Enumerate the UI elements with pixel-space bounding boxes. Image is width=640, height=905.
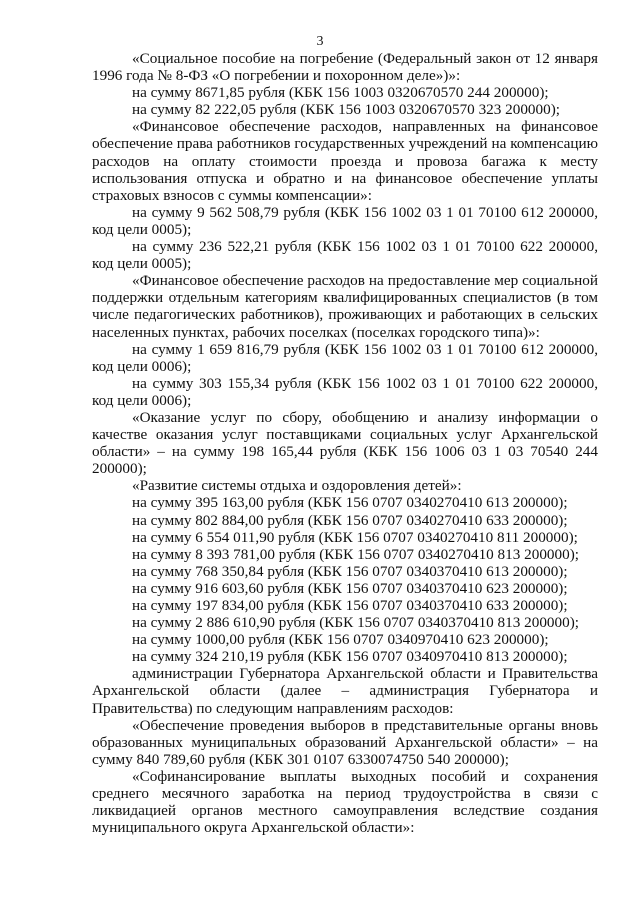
paragraph-travel-compensation-heading: «Финансовое обеспечение расходов, направленных на финансовое обеспечение права работников государственных учреждений на компенсацию расходов на оплату стоимости проезда и провоза багажа к месту использования отпуска и обратно и на финансовое обеспечение уплаты страховых взносов с суммы компенсации»: (92, 118, 598, 204)
paragraph-children-recreation-heading: «Развитие системы отдыха и оздоровления детей»: (132, 477, 462, 495)
paragraph-service-quality-info: «Оказание услуг по сбору, обобщению и анализу информации о качестве оказания услуг поставщиками социальных услуг Архангельской области» – на сумму 198 165,44 рубля (КБК 156 1006 03 1 03 70540 244 200000); (92, 408, 598, 478)
paragraph-amount: на сумму 82 222,05 рубля (КБК 156 1003 0320670570 323 200000); (132, 101, 560, 119)
page-number: 3 (316, 34, 324, 49)
paragraph-amount: на сумму 395 163,00 рубля (КБК 156 0707 0340270410 613 200000); (132, 494, 568, 512)
paragraph-burial-benefit-heading: «Социальное пособие на погребение (Федеральный закон от 12 января 1996 года № 8-ФЗ «О погребении и похоронном деле»)»: (92, 50, 598, 85)
paragraph-governor-administration: администрации Губернатора Архангельской области и Правительства Архангельской области (далее – администрация Губернатора и Правительства) по следующим направлениям расходов: (92, 665, 598, 717)
paragraph-amount: на сумму 2 886 610,90 рубля (КБК 156 0707 0340370410 813 200000); (132, 614, 579, 632)
paragraph-amount: на сумму 197 834,00 рубля (КБК 156 0707 0340370410 633 200000); (132, 597, 568, 614)
paragraph-elections-funding: «Обеспечение проведения выборов в представительные органы вновь образованных муниципальных образований Архангельской области» – на сумму 840 789,60 рубля (КБК 301 0107 6330074750 540 200000); (92, 716, 598, 768)
paragraph-amount: на сумму 236 522,21 рубля (КБК 156 1002 03 1 01 70100 622 200000, код цели 0005); (92, 238, 598, 273)
paragraph-amount: на сумму 303 155,34 рубля (КБК 156 1002 03 1 01 70100 622 200000, код цели 0006); (92, 374, 598, 409)
paragraph-amount: на сумму 8671,85 рубля (КБК 156 1003 0320670570 244 200000); (132, 84, 549, 102)
paragraph-amount: на сумму 1000,00 рубля (КБК 156 0707 0340970410 623 200000); (132, 631, 549, 649)
paragraph-amount: на сумму 916 603,60 рубля (КБК 156 0707 0340370410 623 200000); (132, 579, 568, 597)
paragraph-amount: на сумму 8 393 781,00 рубля (КБК 156 0707 0340270410 813 200000); (132, 545, 579, 563)
paragraph-amount: на сумму 324 210,19 рубля (КБК 156 0707 0340970410 813 200000); (132, 648, 568, 666)
paragraph-rural-specialists-heading: «Финансовое обеспечение расходов на предоставление мер социальной поддержки отдельным категориям квалифицированных специалистов (в том числе педагогических работников), проживающих и работающих в сельских населенных пунктах, рабочих поселках (поселках городского типа)»: (92, 272, 598, 341)
paragraph-amount: на сумму 9 562 508,79 рубля (КБК 156 1002 03 1 01 70100 612 200000, код цели 0005); (92, 203, 598, 238)
paragraph-amount: на сумму 802 884,00 рубля (КБК 156 0707 0340270410 633 200000); (132, 511, 568, 529)
paragraph-severance-cofinancing: «Софинансирование выплаты выходных пособий и сохранения среднего месячного заработка на период трудоустройства в связи с ликвидацией органов местного самоуправления вследствие создания муниципального округа Архангельской области»: (92, 767, 598, 837)
paragraph-amount: на сумму 768 350,84 рубля (КБК 156 0707 0340370410 613 200000); (132, 562, 568, 580)
document-body (92, 50, 598, 836)
paragraph-amount: на сумму 6 554 011,90 рубля (КБК 156 0707 0340270410 811 200000); (132, 528, 578, 546)
paragraph-amount: на сумму 1 659 816,79 рубля (КБК 156 1002 03 1 01 70100 612 200000, код цели 0006); (92, 340, 598, 375)
